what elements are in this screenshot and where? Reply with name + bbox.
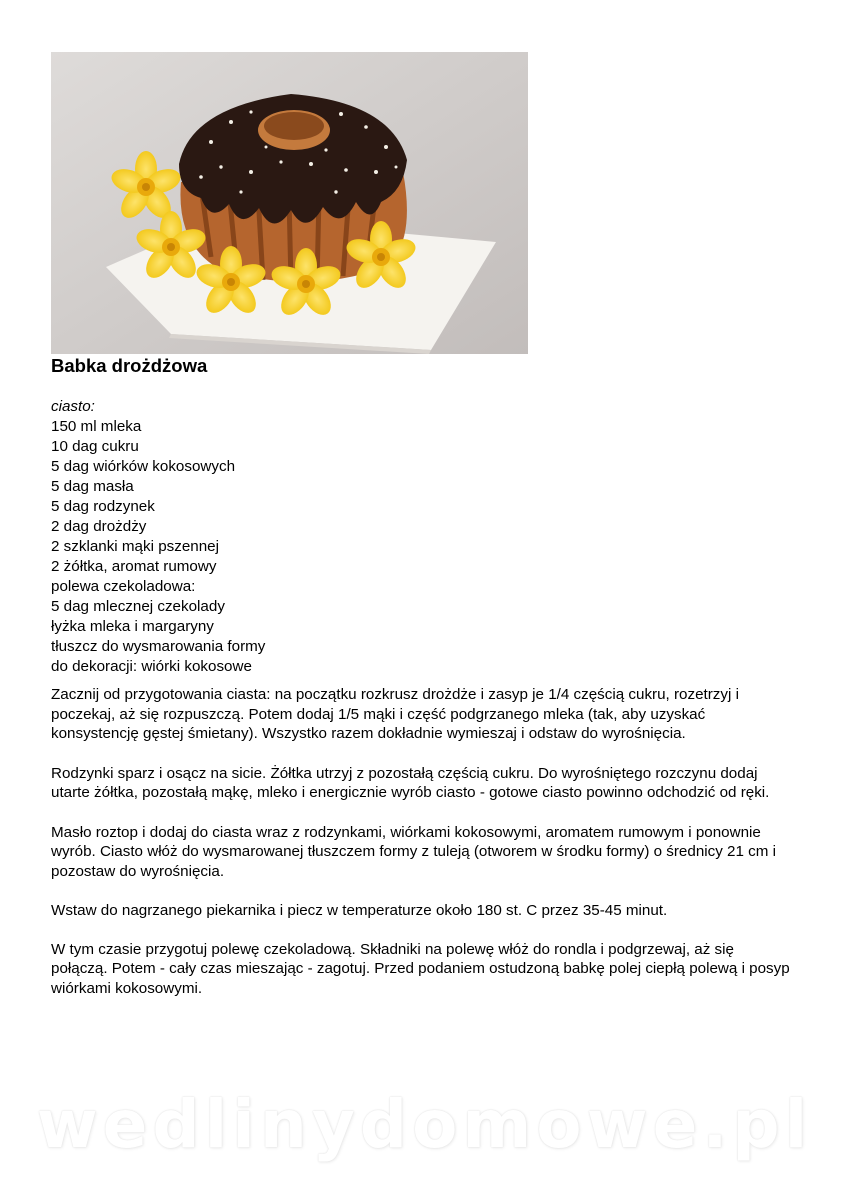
ingredient-item: 2 dag drożdży xyxy=(51,518,147,535)
cake-photo xyxy=(51,52,528,354)
ingredient-item: 2 szklanki mąki pszennej xyxy=(51,538,219,555)
preparation-steps xyxy=(51,685,791,1018)
ingredients-section-glaze: polewa czekoladowa: xyxy=(51,578,196,595)
step-paragraph: Rodzynki sparz i osącz na sicie. Żółtka utrzyj z pozostałą częścią cukru. Do wyrośniętego rozczynu dodaj utarte żółtka, pozostałą mąkę, mleko i energicznie wyrób ciasto - gotowe ciasto powinno odchodzić od ręki. xyxy=(51,764,770,801)
recipe-title: Babka drożdżowa xyxy=(51,355,208,376)
step-paragraph: Wstaw do nagrzanego piekarnika i piecz w temperaturze około 180 st. C przez 35-45 minut. xyxy=(51,902,668,919)
ingredient-item: 5 dag mlecznej czekolady xyxy=(51,598,225,615)
ingredients-list xyxy=(51,397,451,677)
ingredient-item: tłuszcz do wysmarowania formy xyxy=(51,638,266,655)
step-paragraph: W tym czasie przygotuj polewę czekoladową. Składniki na polewę włóż do rondla i podgrzewaj, aż się połączą. Potem - cały czas mieszając - zagotuj. Przed podaniem ostudzoną babkę polej ciepłą polewą i posyp wiórkami kokosowymi. xyxy=(51,940,790,997)
ingredient-item: 5 dag wiórków kokosowych xyxy=(51,458,236,475)
ingredient-item: 5 dag rodzynek xyxy=(51,498,155,515)
ingredients-section-dough: ciasto: xyxy=(51,398,95,415)
ingredient-item: do dekoracji: wiórki kokosowe xyxy=(51,658,252,675)
ingredient-item: 2 żółtka, aromat rumowy xyxy=(51,558,217,575)
ingredient-item: 150 ml mleka xyxy=(51,418,142,435)
ingredient-item: 10 dag cukru xyxy=(51,438,139,455)
ingredient-item: łyżka mleka i margaryny xyxy=(51,618,214,635)
watermark: wedlinydomowe.pl xyxy=(36,1086,813,1163)
step-paragraph: Masło roztop i dodaj do ciasta wraz z rodzynkami, wiórkami kokosowymi, aromatem rumowym i ponownie wyrób. Ciasto włóż do wysmarowanej tłuszczem formy z tuleją (otworem w środku formy) o średnicy 21 cm i pozostaw do wyrośnięcia. xyxy=(51,823,776,880)
step-paragraph: Zacznij od przygotowania ciasta: na początku rozkrusz drożdże i zasyp je 1/4 częścią cukru, rozetrzyj i poczekaj, aż się rozpuszczą. Potem dodaj 1/5 mąki i część podgrzanego mleka (tak, aby uzyskać konsystencję gęstej śmietany). Wszystko razem dokładnie wymieszaj i odstaw do wyrośnięcia. xyxy=(51,686,739,742)
ingredient-item: 5 dag masła xyxy=(51,478,134,495)
